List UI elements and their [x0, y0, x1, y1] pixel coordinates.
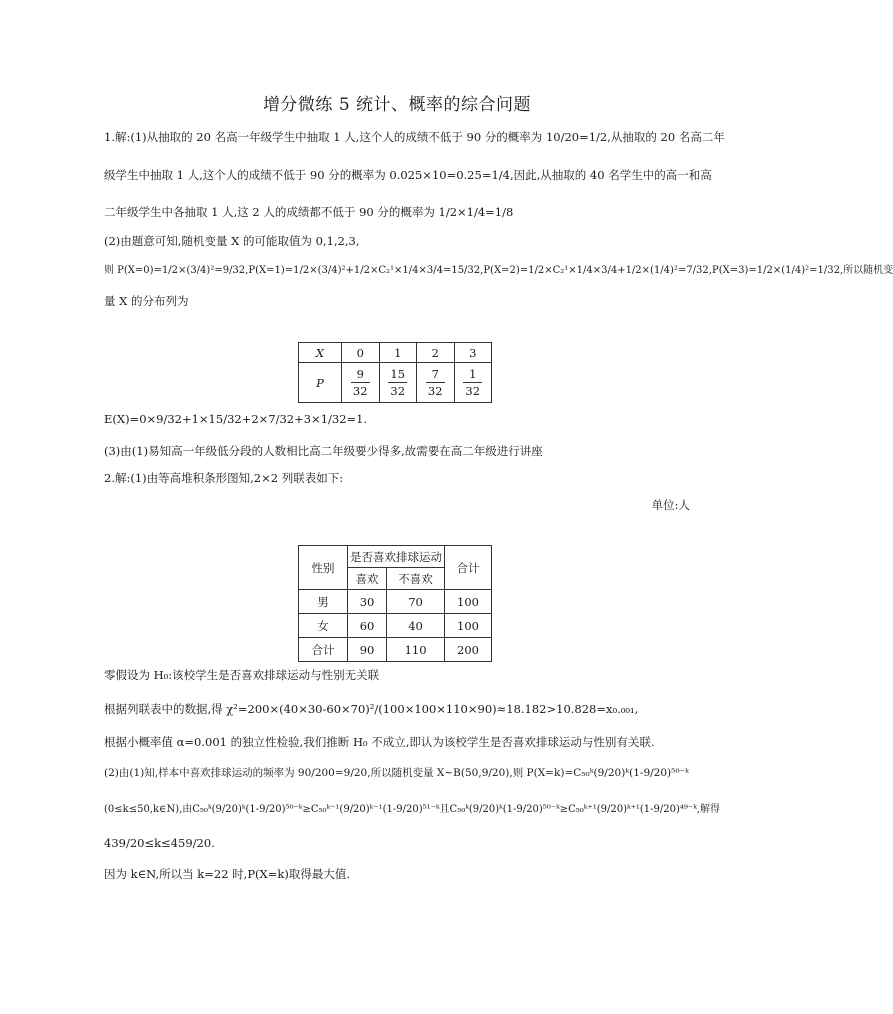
x-header: X	[299, 343, 342, 363]
text-line: 则 P(X=0)=1/2×(3/4)²=9/32,P(X=1)=1/2×(3/4)²+1/2×C₂¹×1/4×3/4=15/32,P(X=2)=1/2×C₂¹×1/4×3/4+1/2×(1/4)²=7/32,P(X=3)=1/2×(1/4)²=1/32,所以随机变	[104, 265, 893, 276]
table-row	[299, 614, 492, 638]
text-line: 量 X 的分布列为	[104, 294, 189, 308]
p-value: $\frac{15}{32}$	[379, 363, 417, 403]
cell: 200	[445, 638, 492, 662]
text-line: 2.解:(1)由等高堆积条形图知,2×2 列联表如下:	[104, 471, 344, 485]
p-value: $\frac{9}{32}$	[342, 363, 380, 403]
cell: 40	[387, 614, 445, 638]
text-line: 二年级学生中各抽取 1 人,这 2 人的成绩都不低于 90 分的概率为 1/2×1/4=1/8	[104, 205, 514, 219]
p-value: $\frac{7}{32}$	[417, 363, 455, 403]
contingency-table	[298, 545, 492, 662]
text-line: 零假设为 H₀:该校学生是否喜欢排球运动与性别无关联	[104, 668, 380, 682]
cell: 100	[445, 614, 492, 638]
cell: 90	[348, 638, 387, 662]
text-line: 根据小概率值 α=0.001 的独立性检验,我们推断 H₀ 不成立,即认为该校学生是否喜欢排球运动与性别有关联.	[104, 735, 655, 749]
p-header: P	[299, 363, 342, 403]
text-line: (3)由(1)易知高一年级低分段的人数相比高二年级要少得多,故需要在高二年级进行讲座	[104, 444, 543, 458]
like-header: 是否喜欢排球运动	[348, 546, 445, 568]
x-value: 2	[417, 343, 455, 363]
gender-header: 性别	[299, 546, 348, 590]
yes-header: 喜欢	[348, 568, 387, 590]
table-row	[299, 590, 492, 614]
total-header: 合计	[445, 546, 492, 590]
text-line: 1.解:(1)从抽取的 20 名高一年级学生中抽取 1 人,这个人的成绩不低于 90 分的概率为 10/20=1/2,从抽取的 20 名高二年	[104, 130, 725, 144]
text-line: E(X)=0×9/32+1×15/32+2×7/32+3×1/32=1.	[104, 412, 368, 426]
unit-label: 单位:人	[651, 498, 690, 512]
x-value: 0	[342, 343, 380, 363]
text-line: 根据列联表中的数据,得 χ²=200×(40×30-60×70)²/(100×100×110×90)≈18.182>10.828=x₀.₀₀₁,	[104, 702, 639, 716]
cell: 100	[445, 590, 492, 614]
text-line: 级学生中抽取 1 人,这个人的成绩不低于 90 分的概率为 0.025×10=0.25=1/4,因此,从抽取的 40 名学生中的高一和高	[104, 168, 712, 182]
cell: 60	[348, 614, 387, 638]
page-title: 增分微练 5 统计、概率的综合问题	[262, 95, 532, 115]
table-row	[299, 638, 492, 662]
cell: 110	[387, 638, 445, 662]
row-label: 女	[299, 614, 348, 638]
row-label: 合计	[299, 638, 348, 662]
text-line: (0≤k≤50,k∈N),由C₅₀ᵏ(9/20)ᵏ(1-9/20)⁵⁰⁻ᵏ≥C₅₀ᵏ⁻¹(9/20)ᵏ⁻¹(1-9/20)⁵¹⁻ᵏ且C₅₀ᵏ(9/20)ᵏ(1-9/20)⁵⁰⁻ᵏ≥C₅₀ᵏ⁺¹(9/20)ᵏ⁺¹(1-9/20)⁴⁹⁻ᵏ,解得	[104, 804, 721, 815]
row-label: 男	[299, 590, 348, 614]
no-header: 不喜欢	[387, 568, 445, 590]
cell: 70	[387, 590, 445, 614]
text-line: (2)由(1)知,样本中喜欢排球运动的频率为 90/200=9/20,所以随机变量 X~B(50,9/20),则 P(X=k)=C₅₀ᵏ(9/20)ᵏ(1-9/20)⁵⁰⁻ᵏ	[104, 767, 689, 779]
distribution-table	[298, 342, 492, 403]
p-value: $\frac{1}{32}$	[454, 363, 492, 403]
text-line: 因为 k∈N,所以当 k=22 时,P(X=k)取得最大值.	[104, 867, 350, 881]
cell: 30	[348, 590, 387, 614]
text-line: (2)由题意可知,随机变量 X 的可能取值为 0,1,2,3,	[104, 234, 360, 248]
x-value: 3	[454, 343, 492, 363]
x-value: 1	[379, 343, 417, 363]
text-line: 439/20≤k≤459/20.	[104, 836, 215, 850]
